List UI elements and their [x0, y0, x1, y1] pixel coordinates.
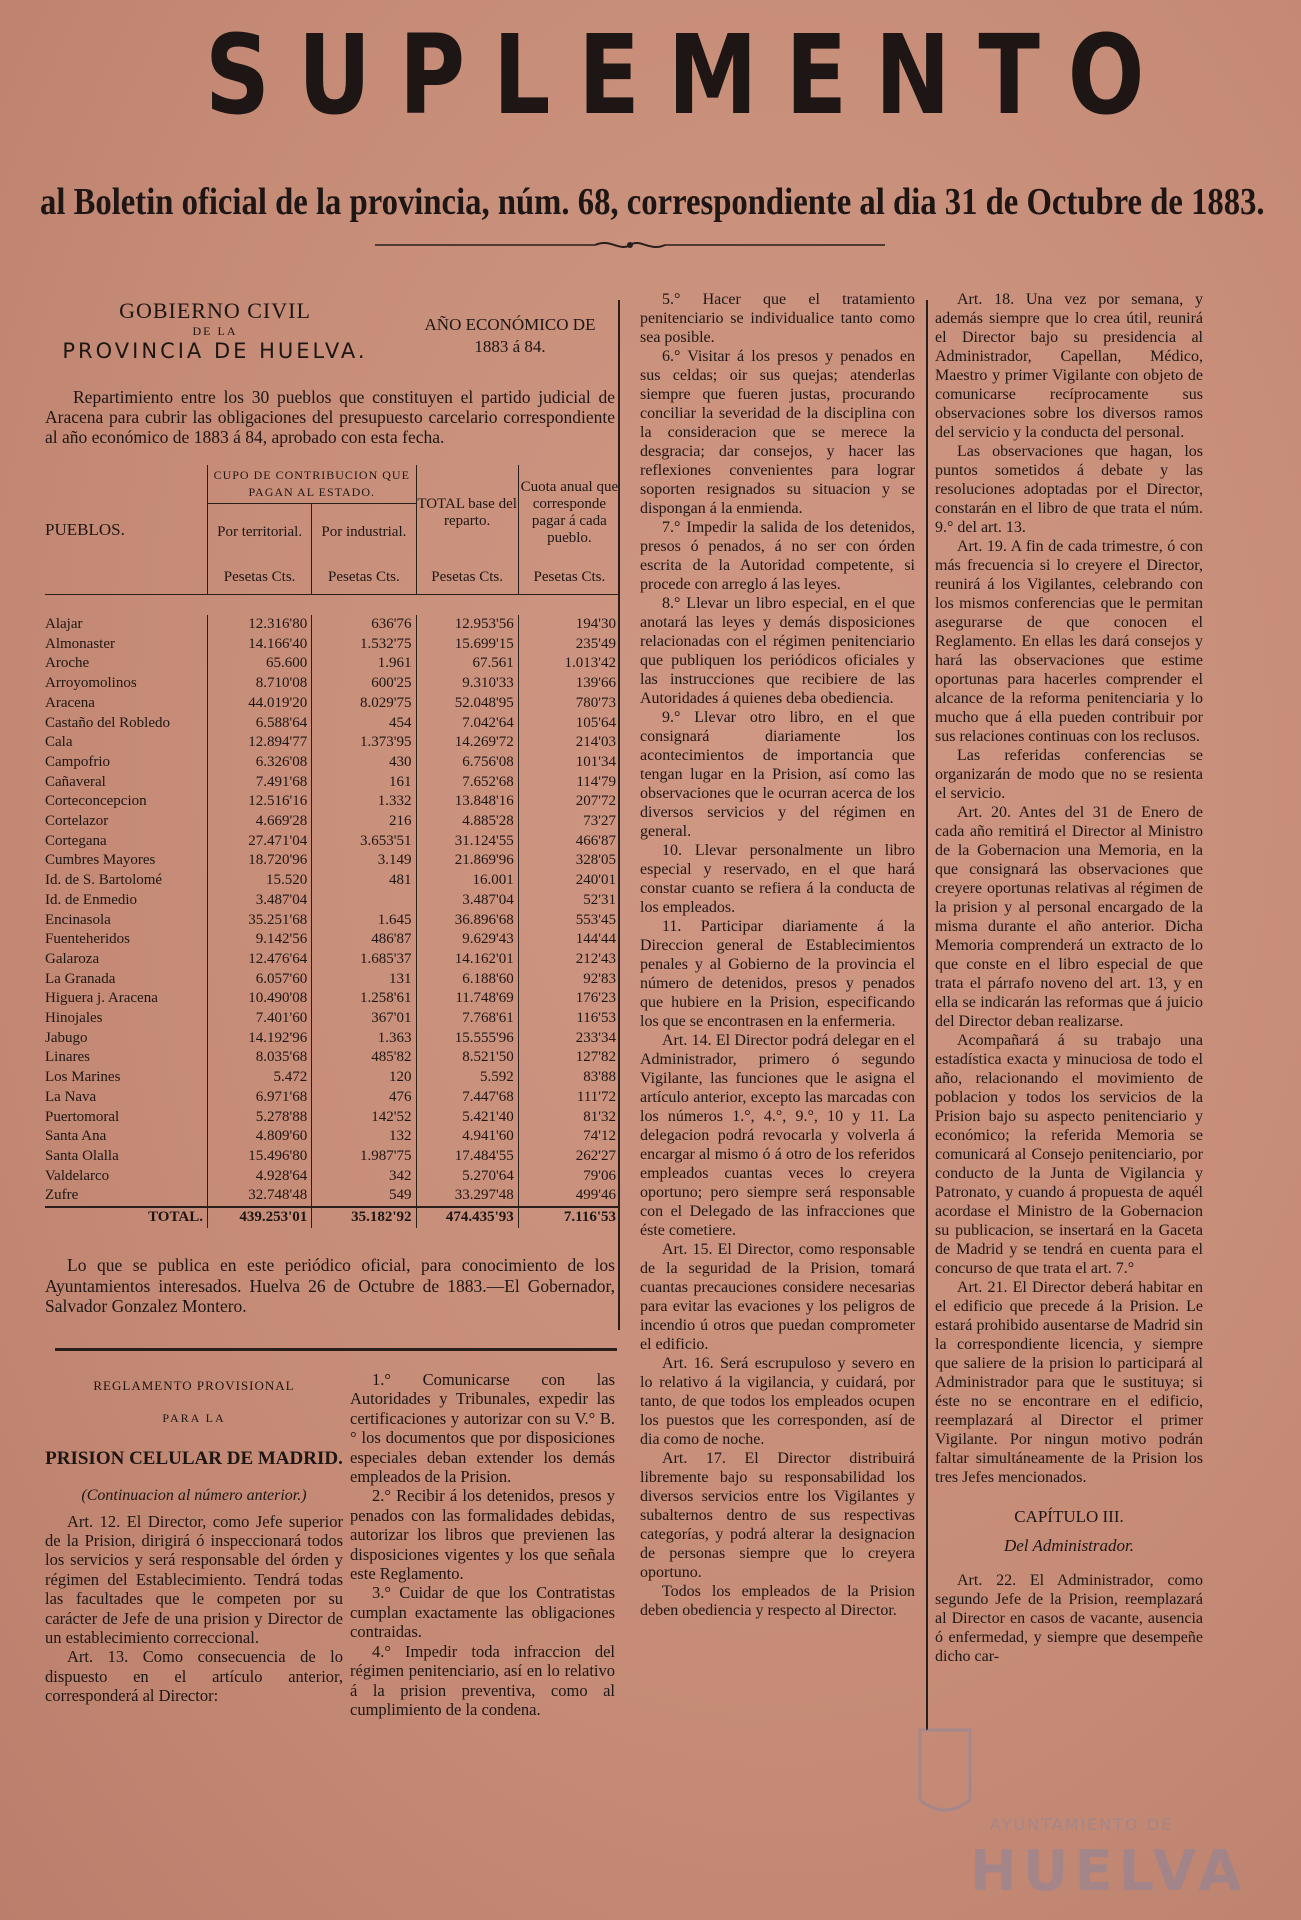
amount-cell: 5.278'88 — [207, 1108, 311, 1128]
amount-cell: 132 — [312, 1127, 416, 1147]
amount-cell: 454 — [312, 714, 416, 734]
amount-cell: 139'66 — [518, 674, 620, 694]
amount-cell: 111'72 — [518, 1088, 620, 1108]
amount-cell: 131 — [312, 970, 416, 990]
amount-cell: 35.251'68 — [207, 911, 311, 931]
amount-cell: 4.669'28 — [207, 812, 311, 832]
amount-cell: 1.961 — [312, 654, 416, 674]
total-label: TOTAL. — [45, 1207, 207, 1228]
art-13: Art. 13. Como consecuencia de lo dispuesto en el artículo anterior, corresponderá al Director: — [45, 1647, 343, 1706]
unit-territorial: Pesetas Cts. — [207, 560, 311, 595]
amount-cell: 12.516'16 — [207, 792, 311, 812]
amount-cell: 1.332 — [312, 792, 416, 812]
col-header-cuota: Cuota anual que corresponde pagar á cada pueblo. — [518, 465, 620, 560]
amount-cell: 780'73 — [518, 694, 620, 714]
amount-cell: 142'52 — [312, 1108, 416, 1128]
amount-cell: 33.297'48 — [416, 1186, 518, 1207]
table-row — [45, 1167, 620, 1187]
amount-cell: 7.447'68 — [416, 1088, 518, 1108]
amount-cell: 92'83 — [518, 970, 620, 990]
amount-cell: 27.471'04 — [207, 832, 311, 852]
table-row — [45, 832, 620, 852]
amount-cell: 240'01 — [518, 871, 620, 891]
col-header-pueblos: PUEBLOS. — [45, 520, 125, 539]
amount-cell: 1.373'95 — [312, 733, 416, 753]
art-20: Art. 20. Antes del 31 de Enero de cada año remitirá el Director al Ministro de la Gobernacion una Memoria, en la que consignará las observaciones que creyere oportunas relativas al régimen de la prision y al personal encargado de la misma durante el año anterior. Dicha Memoria comprenderá un extracto de lo que conste en el libro especial de que trata el párrafo noveno del art. 13, y en ella se indicarán las reformas que á juicio del Director deban realizarse. — [935, 804, 1203, 1030]
art-18: Art. 18. Una vez por semana, y además siempre que lo crea útil, reunirá el Director bajo su presidencia al Administrador, Capellan, Médico, Maestro y primer Vigilante con objeto de comunicarse recíprocamente sus observaciones sobre los diversos ramos del servicio y la conducta del personal. — [935, 291, 1203, 441]
amount-cell: 481 — [312, 871, 416, 891]
pueblo-name: Puertomoral — [45, 1108, 120, 1125]
pueblo-name: Encinasola — [45, 911, 111, 928]
amount-cell: 216 — [312, 812, 416, 832]
amount-cell: 65.600 — [207, 654, 311, 674]
ano-economico-header — [405, 314, 615, 358]
item-3: 3.° Cuidar de que los Contratistas cumplan exactamente las obligaciones contraidas. — [350, 1583, 615, 1642]
art-12: Art. 12. El Director, como Jefe superior de la Prision, dirigirá ó inspeccionará todos los servicios y será responsable del órden y régimen del Establecimiento. Tendrá todas las facultades que le competen por su carácter de Jefe de una prision y Director de un establecimiento correccional. — [45, 1511, 343, 1648]
pueblo-name: Cumbres Mayores — [45, 852, 156, 869]
total-amount: 7.116'53 — [518, 1207, 620, 1228]
art-19: Art. 19. A fin de cada trimestre, ó con más frecuencia si lo creyere el Director, reunirá á los Vigilantes, celebrando con los mismos conferencias que le permitan asegurarse de que conocen el Reglamento. En ellas les dará consejos y hará las observaciones que estime oportunas para hacerles comprender el alcance de la reforma penitenciaria y lo mucho que á ella pueden contribuir por sus relaciones continuas con los reclusos. — [935, 538, 1203, 745]
amount-cell: 15.496'80 — [207, 1147, 311, 1167]
amount-cell: 114'79 — [518, 773, 620, 793]
col-header-total: TOTAL base del reparto. — [416, 465, 518, 560]
reglamento-h4: (Continuacion al número anterior.) — [81, 1487, 307, 1505]
amount-cell: 120 — [312, 1068, 416, 1088]
amount-cell: 194'30 — [518, 615, 620, 635]
item-7: 7.° Impedir la salida de los detenidos, presos ó penados, á no ser con órden escrita de la Autoridad competente, si procede con arreglo á las leyes. — [640, 519, 915, 593]
pueblo-name: La Granada — [45, 970, 116, 987]
amount-cell: 8.521'50 — [416, 1048, 518, 1068]
amount-cell: 73'27 — [518, 812, 620, 832]
municipal-stamp — [900, 1720, 1248, 1910]
pueblo-name: Alajar — [45, 616, 83, 632]
reglamento-column — [45, 1376, 343, 1706]
amount-cell: 7.042'64 — [416, 714, 518, 734]
amount-cell: 214'03 — [518, 733, 620, 753]
amount-cell: 14.162'01 — [416, 950, 518, 970]
amount-cell: 52'31 — [518, 891, 620, 911]
reglamento-h2: PARA LA — [162, 1411, 226, 1426]
item-2: 2.° Recibir á los detenidos, presos y penados con las formalidades debidas, autorizar los libros que previenen las disposiciones vigentes y los que señala este Reglamento. — [350, 1486, 615, 1584]
ano-line2: 1883 á 84. — [474, 337, 546, 356]
pueblo-name: Cañaveral — [45, 773, 106, 790]
amount-cell: 32.748'48 — [207, 1186, 311, 1207]
amount-cell: 79'06 — [518, 1167, 620, 1187]
amount-cell: 161 — [312, 773, 416, 793]
table-row — [45, 812, 620, 832]
pueblo-name: Zufre — [45, 1187, 79, 1204]
amount-cell: 12.316'80 — [207, 615, 311, 635]
amount-cell: 36.896'68 — [416, 911, 518, 931]
col-header-territorial: Por territorial. — [207, 504, 311, 561]
amount-cell: 485'82 — [312, 1048, 416, 1068]
amount-cell: 235'49 — [518, 635, 620, 655]
gobierno-civil-header — [50, 298, 380, 363]
item-6: 6.° Visitar á los presos y penados en sus celdas; oir sus quejas; atenderlas siempre que fueren justas, procurando conciliar la severidad de la disciplina con la consideracion que se merece la desgracia; dar consejos, y hacer las reflexiones convenientes para lograr soporten resignados su situacion y se dispongan á la enmienda. — [640, 348, 915, 517]
table-row — [45, 950, 620, 970]
amount-cell: 176'23 — [518, 989, 620, 1009]
amount-cell: 83'88 — [518, 1068, 620, 1088]
amount-cell: 1.987'75 — [312, 1147, 416, 1167]
reparto-table-body — [45, 615, 620, 1228]
amount-cell: 9.310'33 — [416, 674, 518, 694]
gobierno-line3: PROVINCIA DE HUELVA. — [62, 339, 368, 363]
amount-cell: 8.029'75 — [312, 694, 416, 714]
table-row — [45, 970, 620, 990]
amount-cell: 15.699'15 — [416, 635, 518, 655]
table-row — [45, 1108, 620, 1128]
amount-cell: 81'32 — [518, 1108, 620, 1128]
amount-cell: 5.592 — [416, 1068, 518, 1088]
pueblo-name: Hinojales — [45, 1010, 103, 1027]
pueblo-name: Fuenteheridos — [45, 931, 130, 948]
amount-cell: 7.401'60 — [207, 1009, 311, 1029]
amount-cell: 466'87 — [518, 832, 620, 852]
amount-cell: 31.124'55 — [416, 832, 518, 852]
amount-cell: 7.491'68 — [207, 773, 311, 793]
amount-cell: 328'05 — [518, 851, 620, 871]
gobierno-line1: GOBIERNO CIVIL — [119, 298, 311, 323]
table-row — [45, 694, 620, 714]
amount-cell: 74'12 — [518, 1127, 620, 1147]
amount-cell: 116'53 — [518, 1009, 620, 1029]
art-15: Art. 15. El Director, como responsable de la seguridad de la Prision, tomará cuantas precauciones considere necesarias para evitar las evaciones y los peligros de incendio ú otros que puedan comprometer el edificio. — [640, 1241, 915, 1353]
col-rule-c-d — [926, 300, 928, 1730]
table-row — [45, 851, 620, 871]
gobierno-line2: DE LA — [192, 324, 238, 338]
pueblo-name: Arroyomolinos — [45, 675, 137, 692]
amount-cell: 636'76 — [312, 615, 416, 635]
amount-cell: 5.270'64 — [416, 1167, 518, 1187]
shield-icon — [920, 1730, 970, 1810]
table-row — [45, 1088, 620, 1108]
table-row — [45, 773, 620, 793]
pueblo-name: Id. de S. Bartolomé — [45, 872, 163, 889]
column-b — [350, 1370, 615, 1719]
amount-cell: 144'44 — [518, 930, 620, 950]
amount-cell: 4.941'60 — [416, 1127, 518, 1147]
art-19-cont: Las referidas conferencias se organizarán de modo que no se resienta el servicio. — [935, 747, 1203, 802]
total-amount: 35.182'92 — [312, 1207, 416, 1228]
amount-cell: 6.588'64 — [207, 714, 311, 734]
amount-cell: 15.520 — [207, 871, 311, 891]
table-row — [45, 1127, 620, 1147]
pueblo-name: Cala — [45, 734, 73, 751]
amount-cell: 9.142'56 — [207, 930, 311, 950]
amount-cell: 486'87 — [312, 930, 416, 950]
amount-cell: 18.720'96 — [207, 851, 311, 871]
amount-cell: 1.258'61 — [312, 989, 416, 1009]
reglamento-h3: PRISION CELULAR DE MADRID. — [45, 1447, 343, 1469]
table-row — [45, 674, 620, 694]
section-divider — [55, 1348, 617, 1351]
amount-cell: 4.809'60 — [207, 1127, 311, 1147]
art-17: Art. 17. El Director distribuirá libremente bajo su responsabilidad los diversos servicios entre los Vigilantes y subalternos dentro de sus respectivas categorías, y podrá alterar la designacion de personas siempre que lo creyera oportuno. — [640, 1450, 915, 1581]
amount-cell: 342 — [312, 1167, 416, 1187]
table-row — [45, 753, 620, 773]
table-row — [45, 1029, 620, 1049]
amount-cell: 553'45 — [518, 911, 620, 931]
amount-cell: 11.748'69 — [416, 989, 518, 1009]
amount-cell: 14.192'96 — [207, 1029, 311, 1049]
amount-cell: 7.768'61 — [416, 1009, 518, 1029]
amount-cell: 6.971'68 — [207, 1088, 311, 1108]
table-row — [45, 714, 620, 734]
amount-cell: 3.149 — [312, 851, 416, 871]
amount-cell: 233'34 — [518, 1029, 620, 1049]
pueblo-name: Santa Ana — [45, 1128, 107, 1145]
table-row — [45, 635, 620, 655]
amount-cell: 6.326'08 — [207, 753, 311, 773]
item-5: 5.° Hacer que el tratamiento penitenciario se individualice tanto como sea posible. — [640, 291, 915, 346]
reglamento-h1: REGLAMENTO PROVISIONAL — [93, 1378, 295, 1393]
table-row — [45, 1147, 620, 1167]
table-row — [45, 615, 620, 635]
amount-cell: 7.652'68 — [416, 773, 518, 793]
amount-cell: 3.653'51 — [312, 832, 416, 852]
table-side-rule — [618, 300, 620, 1330]
total-amount: 474.435'93 — [416, 1207, 518, 1228]
pueblo-name: Galaroza — [45, 950, 100, 967]
pueblo-name: Los Marines — [45, 1069, 121, 1086]
amount-cell: 15.555'96 — [416, 1029, 518, 1049]
pueblo-name: Cortegana — [45, 832, 107, 849]
amount-cell: 5.472 — [207, 1068, 311, 1088]
publication-note: Lo que se publica en este periódico oficial, para conocimiento de los Ayuntamientos interesados. Huelva 26 de Octubre de 1883.—El Gobernador, Salvador Gonzalez Montero. — [45, 1255, 615, 1316]
art-22: Art. 22. El Administrador, como segundo Jefe de la Prision, reemplazará al Director en casos de vacante, ausencia ó enfermedad, y siempre que desempeñe dicho car- — [935, 1572, 1203, 1665]
amount-cell: 17.484'55 — [416, 1147, 518, 1167]
table-row — [45, 1068, 620, 1088]
ano-line1: AÑO ECONÓMICO DE — [424, 315, 596, 334]
amount-cell: 6.188'60 — [416, 970, 518, 990]
pueblo-name: Valdelarco — [45, 1167, 110, 1184]
item-11: 11. Participar diariamente á la Direccion general de Establecimientos penales y al Gobierno de la provincia el número de detenidos, presos y penados que hubiere en la Prision, especificando los que se encontrasen en la enfermeria. — [640, 918, 915, 1030]
amount-cell: 4.928'64 — [207, 1167, 311, 1187]
amount-cell: 367'01 — [312, 1009, 416, 1029]
unit-total: Pesetas Cts. — [416, 560, 518, 595]
pueblo-name: Almonaster — [45, 635, 115, 652]
amount-cell: 67.561 — [416, 654, 518, 674]
item-1: 1.° Comunicarse con las Autoridades y Tribunales, expedir las certificaciones y autorizar con su V.° B.° los documentos que por disposiciones especiales deban extender los demás empleados de la Prision. — [350, 1370, 615, 1487]
pueblo-name: Cortelazor — [45, 813, 109, 830]
amount-cell: 1.685'37 — [312, 950, 416, 970]
amount-cell: 476 — [312, 1088, 416, 1108]
total-row — [45, 1207, 620, 1228]
amount-cell: 9.629'43 — [416, 930, 518, 950]
item-8: 8.° Llevar un libro especial, en el que anotará las leyes y demás disposiciones relacionadas con el régimen penitenciario que publiquen los periódicos oficiales y las instrucciones que recibiere de las Autoridades á quienes deba obediencia. — [640, 595, 915, 707]
reparto-table — [45, 465, 620, 1228]
masthead-title: SUPLEMENTO — [205, 11, 1173, 139]
column-d — [935, 290, 1203, 1666]
pueblo-name: Aroche — [45, 655, 90, 672]
amount-cell: 8.035'68 — [207, 1048, 311, 1068]
amount-cell: 127'82 — [518, 1048, 620, 1068]
total-amount: 439.253'01 — [207, 1207, 311, 1228]
amount-cell: 44.019'20 — [207, 694, 311, 714]
item-10: 10. Llevar personalmente un libro especial y reservado, en el que hará constar cuanto se refiera á la conducta de los empleados. — [640, 842, 915, 916]
stamp-huelva: HUELVA — [970, 1839, 1248, 1904]
column-c — [640, 290, 915, 1620]
pueblo-name: Corteconcepcion — [45, 793, 147, 810]
unit-cuota: Pesetas Cts. — [518, 560, 620, 595]
unit-industrial: Pesetas Cts. — [312, 560, 416, 595]
intro-paragraph: Repartimiento entre los 30 pueblos que constituyen el partido judicial de Aracena para cubrir las obligaciones del presupuesto carcelario correspondiente al año económico de 1883 á 84, aprobado con esta fecha. — [45, 387, 615, 447]
col-header-cupo: CUPO DE CONTRIBUCION QUE PAGAN AL ESTADO. — [207, 465, 416, 504]
chapter-title: CAPÍTULO III. — [1014, 1507, 1124, 1526]
amount-cell: 13.848'16 — [416, 792, 518, 812]
amount-cell: 12.476'64 — [207, 950, 311, 970]
table-row — [45, 911, 620, 931]
masthead-subtitle: al Boletin oficial de la provincia, núm. 68, correspondiente al dia 31 de Octubre de 1883. — [40, 181, 1265, 223]
amount-cell: 10.490'08 — [207, 989, 311, 1009]
amount-cell: 14.269'72 — [416, 733, 518, 753]
pueblo-name: Aracena — [45, 694, 95, 711]
table-row — [45, 989, 620, 1009]
amount-cell: 101'34 — [518, 753, 620, 773]
amount-cell: 6.057'60 — [207, 970, 311, 990]
amount-cell: 207'72 — [518, 792, 620, 812]
art-20-cont: Acompañará á su trabajo una estadística exacta y minuciosa de todo el año, relacionando el movimiento de poblacion y todos los servicios de la Prision bajo su aspecto penitenciario y económico; la referida Memoria se comunicará al Consejo penitenciario, por conducto de la Junta de Vigilancia y Patronato, y cuando á propuesta de aquél acordase el Ministro de la Gobernacion su publicacion, se insertará en la Gaceta de Madrid y se tendrá en cuenta para el concurso de que trata el art. 7.° — [935, 1032, 1203, 1277]
table-row — [45, 1048, 620, 1068]
table-row — [45, 1186, 620, 1207]
pueblo-name: Id. de Enmedio — [45, 891, 138, 908]
table-row — [45, 1009, 620, 1029]
pueblo-name: La Nava — [45, 1088, 97, 1105]
amount-cell: 1.532'75 — [312, 635, 416, 655]
amount-cell: 499'46 — [518, 1186, 620, 1207]
amount-cell: 12.894'77 — [207, 733, 311, 753]
table-row — [45, 871, 620, 891]
amount-cell: 6.756'08 — [416, 753, 518, 773]
amount-cell: 3.487'04 — [416, 891, 518, 911]
art-16: Art. 16. Será escrupuloso y severo en lo relativo á la vigilancia, y cuidará, por tanto, de que todos los empleados ocupen los puestos que les corresponden, así de dia como de noche. — [640, 1355, 915, 1448]
pueblo-name: Linares — [45, 1049, 90, 1066]
amount-cell: 1.013'42 — [518, 654, 620, 674]
ornament-divider — [375, 238, 885, 252]
amount-cell: 549 — [312, 1186, 416, 1207]
pueblo-name: Castaño del Robledo — [45, 714, 170, 731]
pueblo-name: Higuera j. Aracena — [45, 990, 158, 1007]
amount-cell: 8.710'08 — [207, 674, 311, 694]
table-row — [45, 654, 620, 674]
amount-cell: 14.166'40 — [207, 635, 311, 655]
amount-cell — [312, 891, 416, 911]
amount-cell: 5.421'40 — [416, 1108, 518, 1128]
amount-cell: 1.645 — [312, 911, 416, 931]
amount-cell: 3.487'04 — [207, 891, 311, 911]
amount-cell: 105'64 — [518, 714, 620, 734]
art-18-cont: Las observaciones que hagan, los puntos sometidos á debate y las resoluciones adoptadas por el Director, constarán en el libro de que trata el núm. 9.° del art. 13. — [935, 443, 1203, 536]
col-header-industrial: Por industrial. — [312, 504, 416, 561]
item-9: 9.° Llevar otro libro, en el que consignará diariamente los acontecimientos de importancia que tengan lugar en la Prision, así como las observaciones que le ocurran acerca de los diversos servicios y del régimen en general. — [640, 709, 915, 840]
amount-cell: 600'25 — [312, 674, 416, 694]
stamp-small: AYUNTAMIENTO DE — [990, 1815, 1174, 1834]
amount-cell: 262'27 — [518, 1147, 620, 1167]
pueblo-name: Santa Olalla — [45, 1147, 119, 1164]
amount-cell: 212'43 — [518, 950, 620, 970]
table-row — [45, 733, 620, 753]
amount-cell: 4.885'28 — [416, 812, 518, 832]
pueblo-name: Jabugo — [45, 1029, 88, 1046]
item-4: 4.° Impedir toda infraccion del régimen penitenciario, así en lo relativo á la prision preventiva, como al cumplimiento de la condena. — [350, 1641, 615, 1719]
amount-cell: 1.363 — [312, 1029, 416, 1049]
table-row — [45, 930, 620, 950]
amount-cell: 21.869'96 — [416, 851, 518, 871]
table-row — [45, 891, 620, 911]
pueblo-name: Campofrio — [45, 753, 110, 770]
closing-note: Todos los empleados de la Prision deben obediencia y respecto al Director. — [640, 1583, 915, 1619]
amount-cell: 430 — [312, 753, 416, 773]
amount-cell: 16.001 — [416, 871, 518, 891]
table-row — [45, 792, 620, 812]
chapter-subtitle: Del Administrador. — [1003, 1536, 1135, 1555]
art-14: Art. 14. El Director podrá delegar en el Administrador, primero ó segundo Vigilante, las funciones que le asigna el artículo anterior, excepto las marcadas con los números 1.°, 4.°, 9.°, 10 y 11. La delegacion podrá revocarla y volverla á encargar al mismo ó á otro de los referidos empleados cuantas veces lo creyera oportuno; pero siempre será responsable con el Delegado de las infracciones que éste cometiere. — [640, 1032, 915, 1239]
art-21: Art. 21. El Director deberá habitar en el edificio que precede á la Prision. Le estará prohibido ausentarse de Madrid sin la correspondiente licencia, y siempre que saliere de la prision lo participará al Administrador para que le sustituya; si éste no se encontrare en el edificio, reemplazará al Director el primer Vigilante. Por ningun motivo podrán faltar simultáneamente de la Prision los tres Jefes mencionados. — [935, 1279, 1203, 1486]
amount-cell: 52.048'95 — [416, 694, 518, 714]
amount-cell: 12.953'56 — [416, 615, 518, 635]
